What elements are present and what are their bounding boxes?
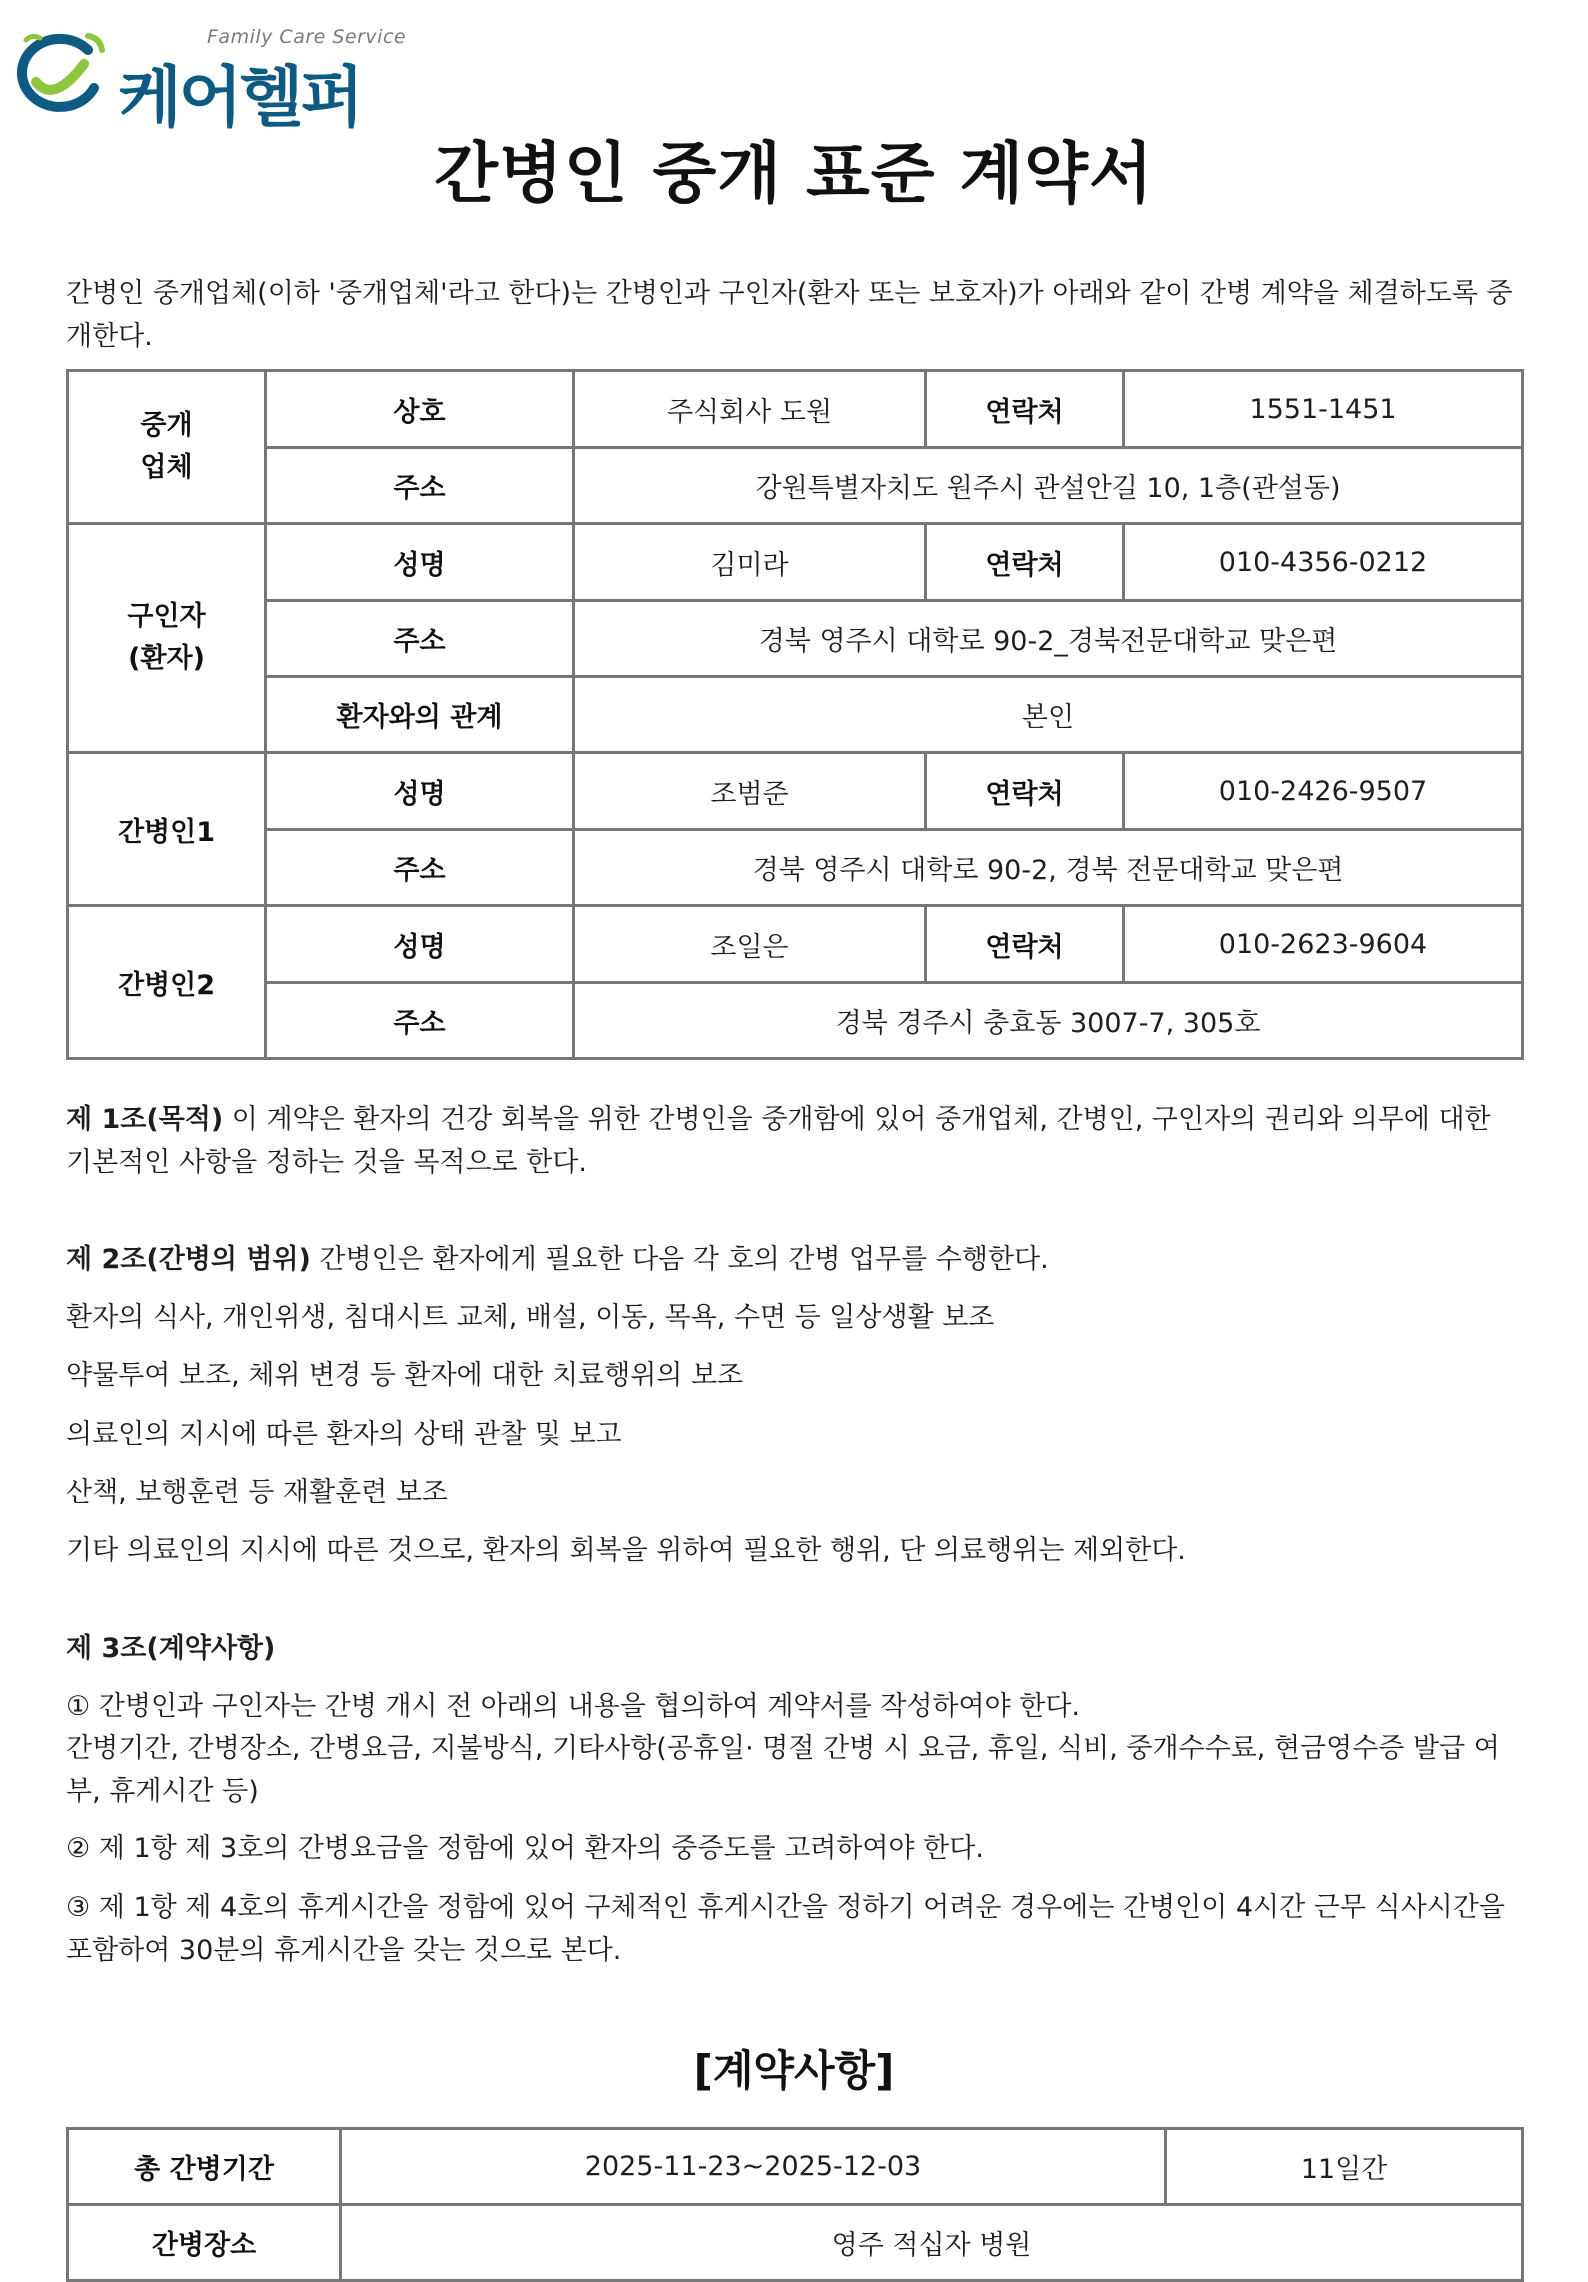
broker-name: 주식회사 도원 [574, 371, 926, 448]
article-2 [66, 1238, 1522, 1281]
client-label [68, 524, 266, 753]
article-3-clause-1-detail: 간병기간, 간병장소, 간병요금, 지불방식, 기타사항(공휴일· 명절 간병 시 요금, 휴일, 식비, 중개수수료, 현금영수증 발급 여부, 휴게시간 등) [66, 1733, 1500, 1807]
contract-table [66, 2127, 1524, 2282]
period-days: 11일간 [1166, 2129, 1523, 2205]
caregiver1-label: 간병인1 [68, 753, 266, 906]
article-2-heading: 제 2조(간병의 범위) [66, 1244, 311, 1275]
document-title: 간병인 중개 표준 계약서 [434, 135, 1154, 212]
caregiver2-address-label: 주소 [266, 983, 574, 1059]
article-3-clause-2: ② 제 1항 제 3호의 간병요금을 정함에 있어 환자의 중증도를 고려하여야 한다. [66, 1833, 984, 1864]
article-3-heading [66, 1627, 1522, 1670]
client-contact: 010-4356-0212 [1124, 524, 1523, 601]
article-3-clause-3: ③ 제 1항 제 4호의 휴게시간을 정함에 있어 구체적인 휴게시간을 정하기 어려운 경우에는 간병인이 4시간 근무 식사시간을 포함하여 30분의 휴게시간을 갖는 것으로 본다. [66, 1892, 1505, 1966]
article-1 [66, 1098, 1522, 1184]
caregiver2-address: 경북 경주시 충효동 3007-7, 305호 [574, 983, 1523, 1059]
intro-paragraph: 간병인 중개업체(이하 '중개업체'라고 한다)는 간병인과 구인자(환자 또는 보호자)가 아래와 같이 간병 계약을 체결하도록 중개한다. [66, 278, 1513, 352]
caregiver2-name-label: 성명 [266, 906, 574, 983]
parties-table [66, 369, 1524, 1060]
caregiver1-contact: 010-2426-9507 [1124, 753, 1523, 830]
article-2-item: 의료인의 지시에 따른 환자의 상태 관찰 및 보고 [66, 1419, 622, 1450]
client-name: 김미라 [574, 524, 926, 601]
broker-label-text: 중개 업체 [140, 410, 193, 483]
article-2-text: 간병인은 환자에게 필요한 다음 각 호의 간병 업무를 수행한다. [310, 1244, 1049, 1275]
article-2-item: 약물투여 보조, 체위 변경 등 환자에 대한 치료행위의 보조 [66, 1360, 744, 1391]
client-label-text: 구인자 (환자) [127, 601, 206, 674]
article-1-text: 이 계약은 환자의 건강 회복을 위한 간병인을 중개함에 있어 중개업체, 간병인, 구인자의 권리와 의무에 대한 기본적인 사항을 정하는 것을 목적으로 한다. [66, 1104, 1491, 1178]
client-name-label: 성명 [266, 524, 574, 601]
client-address: 경북 영주시 대학로 90-2_경북전문대학교 맞은편 [574, 601, 1523, 677]
caregiver1-address-label: 주소 [266, 830, 574, 906]
broker-contact: 1551-1451 [1124, 371, 1523, 448]
caregiver1-contact-label: 연락처 [926, 753, 1124, 830]
broker-label [68, 371, 266, 524]
period-label: 총 간병기간 [68, 2129, 341, 2205]
caregiver1-name: 조범준 [574, 753, 926, 830]
article-2-item: 환자의 식사, 개인위생, 침대시트 교체, 배설, 이동, 목욕, 수면 등 일상생활 보조 [66, 1302, 995, 1333]
article-3-clause-1: ① 간병인과 구인자는 간병 개시 전 아래의 내용을 협의하여 계약서를 작성하여야 한다. [66, 1691, 1080, 1722]
broker-contact-label: 연락처 [926, 371, 1124, 448]
article-2-item: 기타 의료인의 지시에 따른 것으로, 환자의 회복을 위하여 필요한 행위, 단 의료행위는 제외한다. [66, 1535, 1186, 1566]
broker-address: 강원특별자치도 원주시 관설안길 10, 1층(관설동) [574, 448, 1523, 524]
brand-logo [10, 22, 410, 136]
brand-tagline: Family Care Service [207, 26, 407, 48]
article-2-item: 산책, 보행훈련 등 재활훈련 보조 [66, 1477, 448, 1508]
place-value: 영주 적십자 병원 [341, 2205, 1523, 2281]
client-relation: 본인 [574, 677, 1523, 753]
broker-address-label: 주소 [266, 448, 574, 524]
brand-name: 케어헬퍼 [118, 59, 362, 136]
caregiver2-name: 조일은 [574, 906, 926, 983]
caregiver2-label: 간병인2 [68, 906, 266, 1059]
logo-mark-icon [10, 30, 110, 120]
broker-name-label: 상호 [266, 371, 574, 448]
client-contact-label: 연락처 [926, 524, 1124, 601]
place-label: 간병장소 [68, 2205, 341, 2281]
client-relation-label: 환자와의 관계 [266, 677, 574, 753]
contract-heading: [계약사항] [693, 2046, 895, 2095]
article-1-heading: 제 1조(목적) [66, 1104, 224, 1135]
caregiver2-contact: 010-2623-9604 [1124, 906, 1523, 983]
article-3-heading-text: 제 3조(계약사항) [66, 1633, 276, 1664]
client-address-label: 주소 [266, 601, 574, 677]
caregiver2-contact-label: 연락처 [926, 906, 1124, 983]
caregiver1-address: 경북 영주시 대학로 90-2, 경북 전문대학교 맞은편 [574, 830, 1523, 906]
period-value: 2025-11-23~2025-12-03 [341, 2129, 1166, 2205]
caregiver1-name-label: 성명 [266, 753, 574, 830]
